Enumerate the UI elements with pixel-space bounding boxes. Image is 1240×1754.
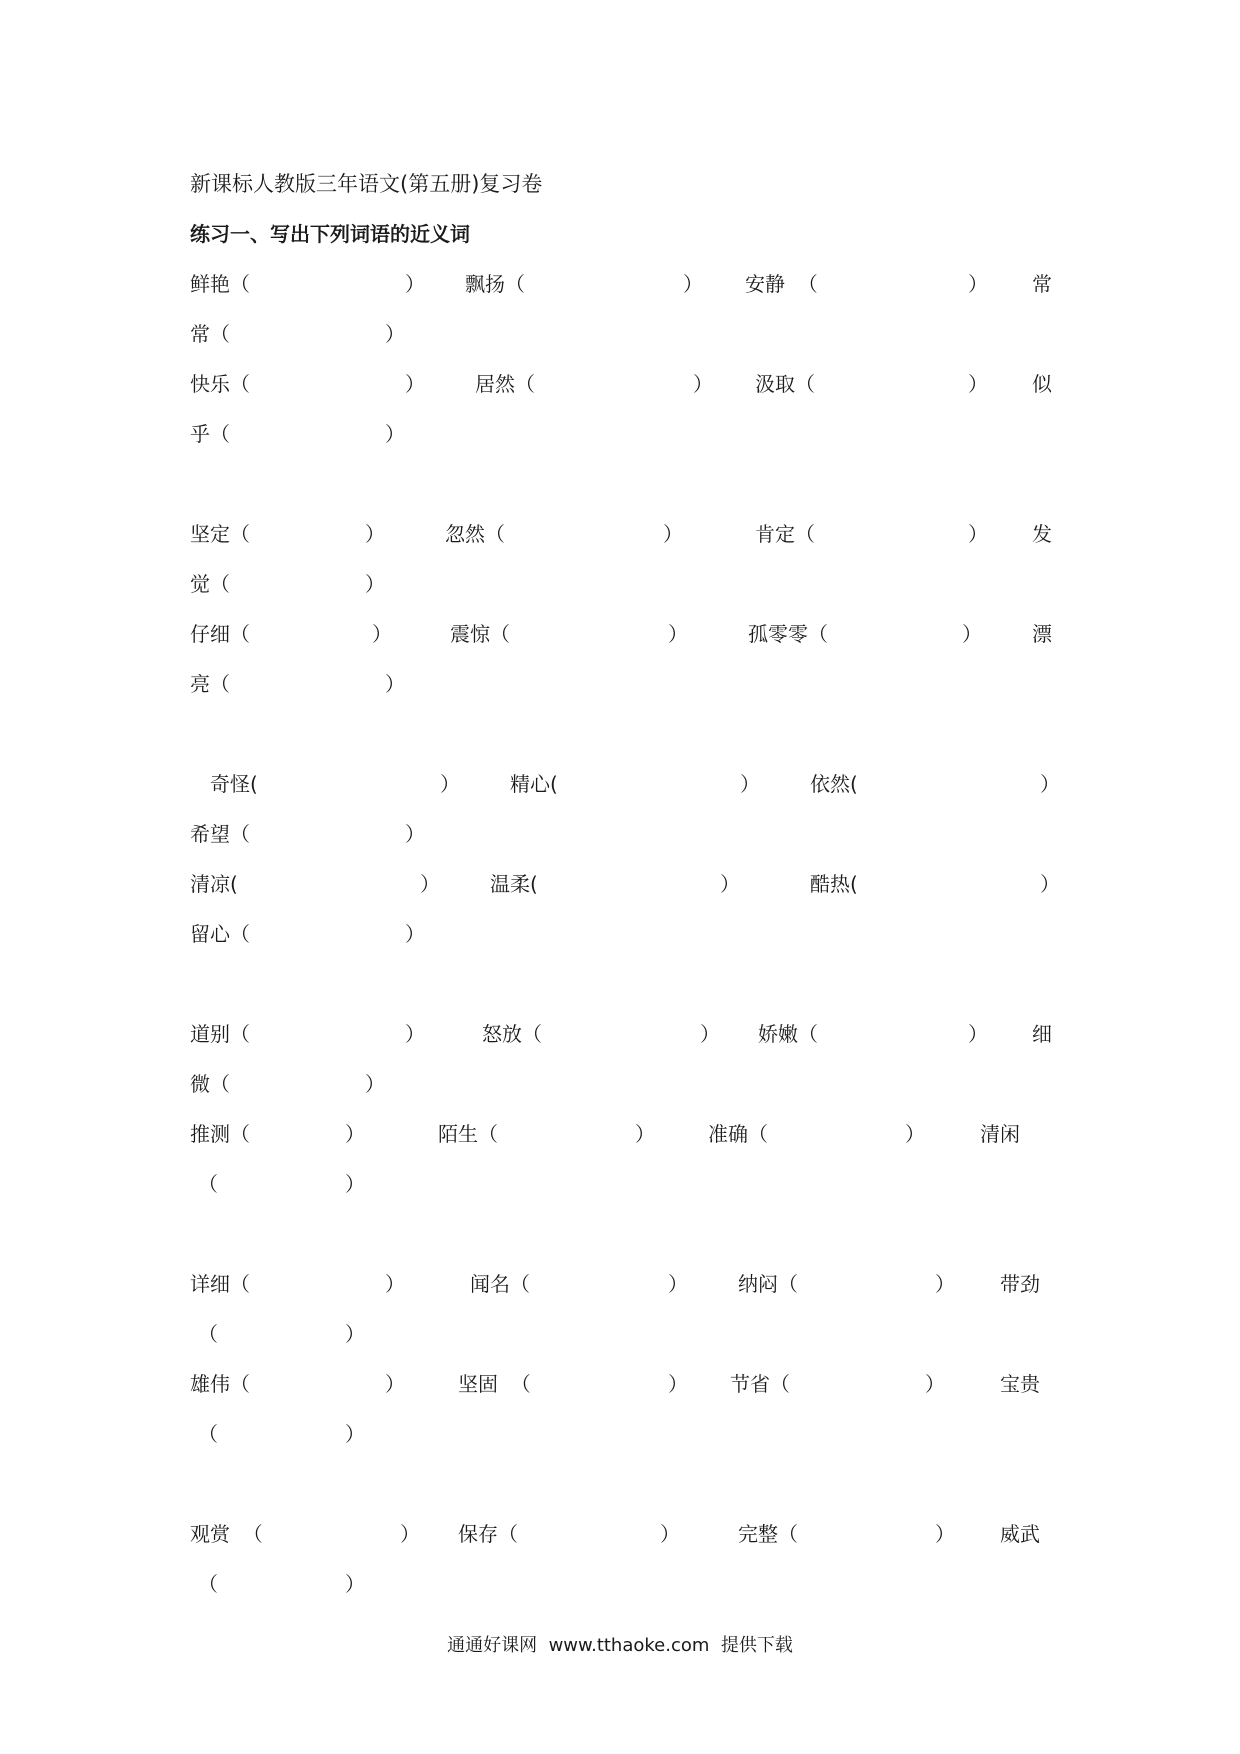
- line-7-segment-1: 仔细（: [190, 622, 250, 646]
- line-3-segment-4: ）: [693, 372, 713, 396]
- line-19-segment-5: 节省（: [730, 1372, 790, 1396]
- line-6-segment-1: 觉（: [190, 572, 230, 596]
- line-1-segment-5: 安静 （: [745, 272, 818, 296]
- line-21-segment-7: 威武: [1000, 1522, 1040, 1546]
- line-6-segment-2: ）: [365, 572, 385, 596]
- line-13-segment-5: 娇嫩（: [758, 1022, 818, 1046]
- line-1-segment-2: ）: [405, 272, 425, 296]
- line-5-segment-5: 肯定（: [755, 522, 815, 546]
- line-11-segment-2: ）: [420, 872, 440, 896]
- line-15-segment-3: 陌生（: [438, 1122, 498, 1146]
- line-21-segment-4: ）: [660, 1522, 680, 1546]
- line-2-segment-1: 常（: [190, 322, 230, 346]
- line-15-segment-7: 清闲: [980, 1122, 1020, 1146]
- line-12-segment-1: 留心（: [190, 922, 250, 946]
- line-5-segment-2: ）: [365, 522, 385, 546]
- exercise-heading: 练习一、写出下列词语的近义词: [190, 222, 470, 246]
- line-19-segment-6: ）: [925, 1372, 945, 1396]
- line-21-segment-3: 保存（: [458, 1522, 518, 1546]
- line-13-segment-4: ）: [700, 1022, 720, 1046]
- line-7-segment-7: 漂: [1032, 622, 1052, 646]
- line-7-segment-2: ）: [372, 622, 392, 646]
- line-12-segment-2: ）: [405, 922, 425, 946]
- line-15-segment-5: 准确（: [708, 1122, 768, 1146]
- line-19-segment-1: 雄伟（: [190, 1372, 250, 1396]
- line-15-segment-1: 推测（: [190, 1122, 250, 1146]
- line-16-segment-1: （: [198, 1172, 218, 1196]
- line-22-segment-2: ）: [345, 1572, 365, 1596]
- line-7-segment-3: 震惊（: [450, 622, 510, 646]
- line-14-segment-1: 微（: [190, 1072, 230, 1096]
- line-4-segment-1: 乎（: [190, 422, 230, 446]
- line-17-segment-7: 带劲: [1000, 1272, 1040, 1296]
- line-11-segment-6: ）: [1040, 872, 1060, 896]
- line-20-segment-1: （: [198, 1422, 218, 1446]
- line-8-segment-1: 亮（: [190, 672, 230, 696]
- line-19-segment-7: 宝贵: [1000, 1372, 1040, 1396]
- line-19-segment-2: ）: [385, 1372, 405, 1396]
- line-17-segment-3: 闻名（: [470, 1272, 530, 1296]
- line-18-segment-1: （: [198, 1322, 218, 1346]
- line-1-segment-4: ）: [683, 272, 703, 296]
- line-3-segment-6: ）: [968, 372, 988, 396]
- line-13-segment-7: 细: [1032, 1022, 1052, 1046]
- line-20-segment-2: ）: [345, 1422, 365, 1446]
- line-17-segment-6: ）: [935, 1272, 955, 1296]
- line-7-segment-5: 孤零零（: [748, 622, 828, 646]
- line-13-segment-3: 怒放（: [482, 1022, 542, 1046]
- page-footer: 通通好课网 www.tthaoke.com 提供下载: [447, 1635, 793, 1656]
- line-21-segment-1: 观赏 （: [190, 1522, 263, 1546]
- line-11-segment-5: 酷热(: [810, 872, 858, 896]
- line-16-segment-2: ）: [345, 1172, 365, 1196]
- line-8-segment-2: ）: [385, 672, 405, 696]
- line-5-segment-1: 坚定（: [190, 522, 250, 546]
- line-1-segment-7: 常: [1032, 272, 1052, 296]
- line-9-segment-6: ）: [1040, 772, 1060, 796]
- line-1-segment-3: 飘扬（: [465, 272, 525, 296]
- line-9-segment-4: ）: [740, 772, 760, 796]
- line-7-segment-6: ）: [962, 622, 982, 646]
- line-1-segment-1: 鲜艳（: [190, 272, 250, 296]
- document-title: 新课标人教版三年语文(第五册)复习卷: [190, 172, 543, 196]
- line-19-segment-3: 坚固 （: [458, 1372, 531, 1396]
- line-5-segment-3: 忽然（: [445, 522, 505, 546]
- line-17-segment-1: 详细（: [190, 1272, 250, 1296]
- line-11-segment-1: 清凉(: [190, 872, 238, 896]
- line-21-segment-5: 完整（: [738, 1522, 798, 1546]
- line-17-segment-4: ）: [668, 1272, 688, 1296]
- line-5-segment-7: 发: [1032, 522, 1052, 546]
- line-3-segment-1: 快乐（: [190, 372, 250, 396]
- line-15-segment-2: ）: [345, 1122, 365, 1146]
- line-15-segment-4: ）: [635, 1122, 655, 1146]
- line-17-segment-5: 纳闷（: [738, 1272, 798, 1296]
- line-21-segment-6: ）: [935, 1522, 955, 1546]
- line-13-segment-2: ）: [405, 1022, 425, 1046]
- line-21-segment-2: ）: [400, 1522, 420, 1546]
- line-3-segment-5: 汲取（: [755, 372, 815, 396]
- line-17-segment-2: ）: [385, 1272, 405, 1296]
- line-11-segment-4: ）: [720, 872, 740, 896]
- line-10-segment-2: ）: [405, 822, 425, 846]
- line-5-segment-4: ）: [663, 522, 683, 546]
- line-10-segment-1: 希望（: [190, 822, 250, 846]
- line-3-segment-7: 似: [1032, 372, 1052, 396]
- line-1-segment-6: ）: [968, 272, 988, 296]
- line-3-segment-3: 居然（: [475, 372, 535, 396]
- line-13-segment-1: 道别（: [190, 1022, 250, 1046]
- line-9-segment-1: 奇怪(: [210, 772, 258, 796]
- line-22-segment-1: （: [198, 1572, 218, 1596]
- line-18-segment-2: ）: [345, 1322, 365, 1346]
- line-9-segment-5: 依然(: [810, 772, 858, 796]
- line-9-segment-2: ）: [440, 772, 460, 796]
- line-9-segment-3: 精心(: [510, 772, 558, 796]
- line-4-segment-2: ）: [385, 422, 405, 446]
- line-7-segment-4: ）: [668, 622, 688, 646]
- line-15-segment-6: ）: [905, 1122, 925, 1146]
- line-13-segment-6: ）: [968, 1022, 988, 1046]
- line-19-segment-4: ）: [668, 1372, 688, 1396]
- line-11-segment-3: 温柔(: [490, 872, 538, 896]
- line-3-segment-2: ）: [405, 372, 425, 396]
- line-14-segment-2: ）: [365, 1072, 385, 1096]
- line-5-segment-6: ）: [968, 522, 988, 546]
- line-2-segment-2: ）: [385, 322, 405, 346]
